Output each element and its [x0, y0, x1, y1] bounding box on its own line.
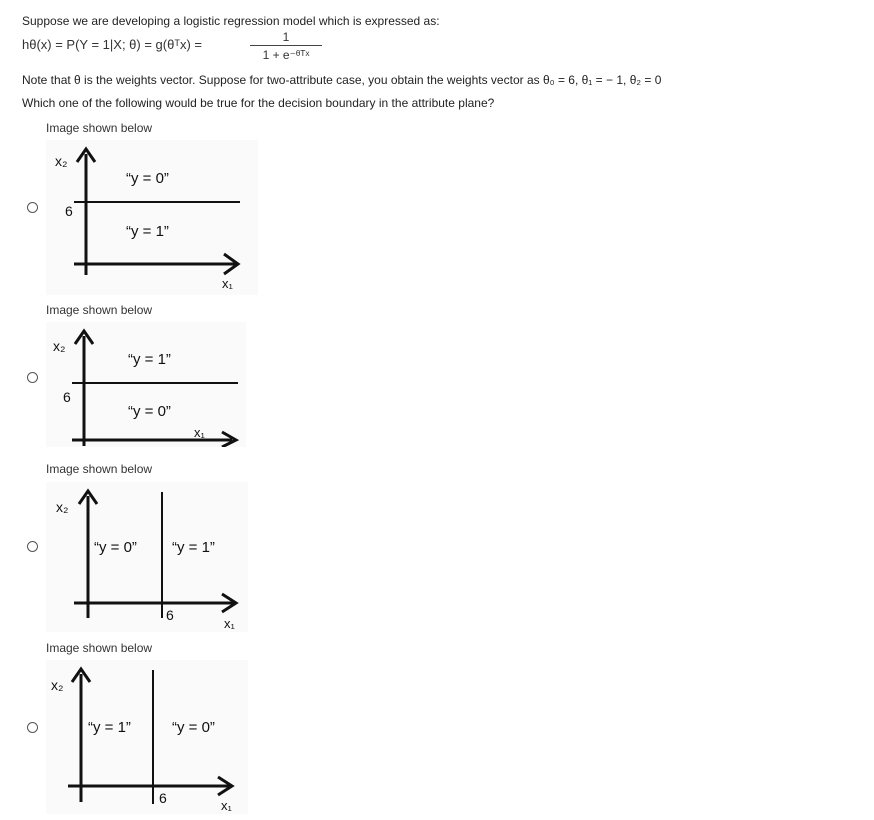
option-1-radio[interactable] — [27, 202, 38, 213]
x2-label: x₂ — [53, 338, 66, 354]
region-label-left: “y = 0” — [94, 539, 137, 556]
option-1-caption: Image shown below — [46, 121, 153, 135]
option-1-image — [46, 140, 258, 295]
region-label-bottom: “y = 0” — [128, 403, 171, 420]
region-label-top: “y = 1” — [128, 351, 171, 368]
tick-label: 6 — [166, 607, 174, 623]
tick-label: 6 — [63, 389, 71, 405]
x1-label: x₁ — [194, 425, 205, 440]
question-note: Note that θ is the weights vector. Suppose for two-attribute case, you obtain the weights vector as θ₀ = 6, θ₁ = − 1, θ₂ = 0 — [22, 73, 662, 87]
formula-lhs: hθ(x) = P(Y = 1|X; θ) = g(θᵀx) = — [22, 37, 203, 52]
region-label-bottom: “y = 1” — [126, 223, 169, 240]
x1-label: x₁ — [221, 798, 232, 813]
option-4-image — [46, 660, 248, 814]
option-2-image — [46, 322, 246, 447]
tick-label: 6 — [65, 203, 73, 219]
option-2-caption: Image shown below — [46, 303, 153, 317]
option-3-caption: Image shown below — [46, 462, 153, 476]
x1-label: x₁ — [222, 276, 233, 291]
option-4-caption: Image shown below — [46, 641, 153, 655]
option-2-radio[interactable] — [27, 372, 38, 383]
question-intro: Suppose we are developing a logistic regression model which is expressed as: — [22, 14, 440, 28]
region-label-left: “y = 1” — [88, 719, 131, 736]
formula-denominator: 1 + e⁻ᶿᵀˣ — [262, 48, 310, 62]
formula-numerator: 1 — [282, 30, 290, 44]
region-label-right: “y = 1” — [172, 539, 215, 556]
option-3-image — [46, 482, 248, 632]
option-3-radio[interactable] — [27, 541, 38, 552]
fraction-bar — [250, 45, 322, 46]
x1-label: x₁ — [224, 616, 235, 631]
region-label-right: “y = 0” — [172, 719, 215, 736]
x2-label: x₂ — [56, 499, 69, 515]
option-4-radio[interactable] — [27, 722, 38, 733]
formula-fraction — [250, 30, 322, 62]
x2-label: x₂ — [55, 153, 68, 169]
x2-label: x₂ — [51, 677, 64, 693]
question-prompt: Which one of the following would be true for the decision boundary in the attribute plane? — [22, 96, 495, 110]
region-label-top: “y = 0” — [126, 170, 169, 187]
tick-label: 6 — [159, 790, 167, 806]
